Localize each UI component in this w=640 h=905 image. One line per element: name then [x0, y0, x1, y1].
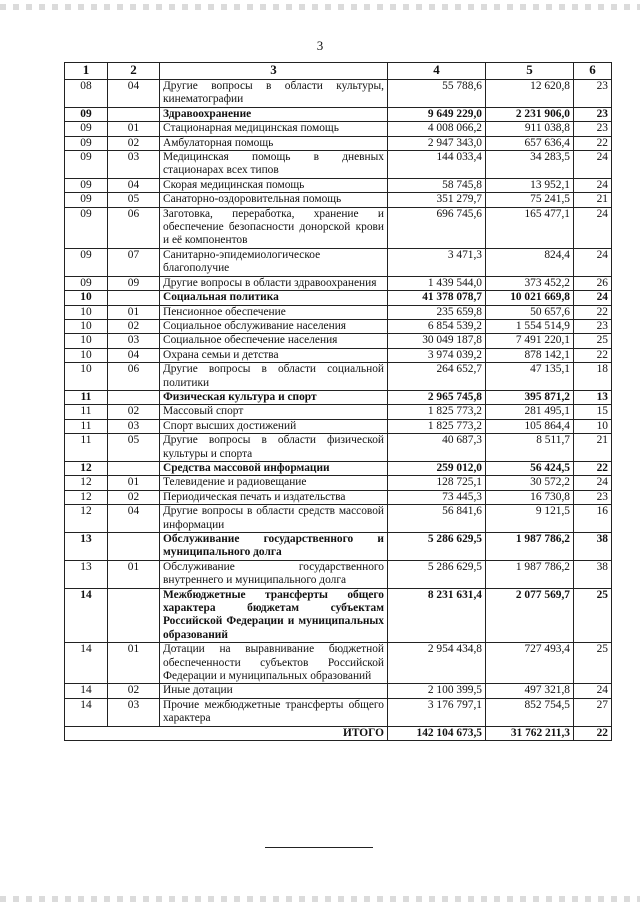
execution-percent: 26 [574, 276, 612, 290]
subsection-code: 04 [108, 80, 160, 108]
total-label: ИТОГО [65, 726, 388, 740]
subsection-code [108, 107, 160, 121]
executed-amount: 13 952,1 [486, 178, 574, 192]
subsection-code [108, 390, 160, 404]
subsection-code: 01 [108, 122, 160, 136]
approved-amount: 3 471,3 [388, 248, 486, 276]
page-number: 3 [316, 38, 324, 53]
item-name: Амбулаторная помощь [160, 136, 388, 150]
section-code: 12 [65, 476, 108, 490]
table-row [65, 151, 612, 179]
execution-percent: 24 [574, 248, 612, 276]
section-code: 12 [65, 505, 108, 533]
table-row [65, 136, 612, 150]
section-code: 12 [65, 490, 108, 504]
section-code: 09 [65, 122, 108, 136]
item-name: Обслуживание государственного внутреннего и муниципального долга [160, 560, 388, 588]
approved-amount: 351 279,7 [388, 193, 486, 207]
executed-amount: 878 142,1 [486, 348, 574, 362]
column-header: 5 [486, 63, 574, 80]
executed-amount: 34 283,5 [486, 151, 574, 179]
section-code: 14 [65, 698, 108, 726]
item-name: Телевидение и радиовещание [160, 476, 388, 490]
subsection-code: 02 [108, 490, 160, 504]
item-name: Другие вопросы в области здравоохранения [160, 276, 388, 290]
approved-amount: 259 012,0 [388, 461, 486, 475]
section-code: 13 [65, 533, 108, 561]
approved-amount: 235 659,8 [388, 305, 486, 319]
table-row [65, 107, 612, 121]
table-row [65, 319, 612, 333]
item-name: Социальная политика [160, 291, 388, 305]
execution-percent: 13 [574, 390, 612, 404]
table-row [65, 334, 612, 348]
item-name: Социальное обслуживание населения [160, 319, 388, 333]
execution-percent: 22 [574, 461, 612, 475]
total-row [65, 726, 612, 740]
execution-percent: 25 [574, 334, 612, 348]
subsection-code: 02 [108, 136, 160, 150]
executed-amount: 7 491 220,1 [486, 334, 574, 348]
table-row [65, 533, 612, 561]
executed-amount: 2 077 569,7 [486, 588, 574, 643]
column-header: 2 [108, 63, 160, 80]
subsection-code: 06 [108, 207, 160, 248]
approved-amount: 2 100 399,5 [388, 684, 486, 698]
table-row [65, 291, 612, 305]
table-row [65, 684, 612, 698]
item-name: Медицинская помощь в дневных стационарах всех типов [160, 151, 388, 179]
table-row [65, 363, 612, 391]
subsection-code: 03 [108, 419, 160, 433]
item-name: Дотации на выравнивание бюджетной обеспеченности субъектов Российской Федерации и муниципальных образований [160, 643, 388, 684]
executed-amount: 657 636,4 [486, 136, 574, 150]
executed-amount: 12 620,8 [486, 80, 574, 108]
approved-amount: 5 286 629,5 [388, 533, 486, 561]
table-row [65, 248, 612, 276]
approved-amount: 1 439 544,0 [388, 276, 486, 290]
table-row [65, 560, 612, 588]
execution-percent: 23 [574, 107, 612, 121]
execution-percent: 23 [574, 80, 612, 108]
executed-amount: 47 135,1 [486, 363, 574, 391]
approved-amount: 8 231 631,4 [388, 588, 486, 643]
item-name: Обслуживание государственного и муниципального долга [160, 533, 388, 561]
execution-percent: 22 [574, 136, 612, 150]
table-row [65, 405, 612, 419]
execution-percent: 10 [574, 419, 612, 433]
subsection-code: 05 [108, 193, 160, 207]
section-code: 10 [65, 348, 108, 362]
executed-amount: 281 495,1 [486, 405, 574, 419]
subsection-code: 03 [108, 698, 160, 726]
subsection-code: 01 [108, 476, 160, 490]
approved-amount: 1 825 773,2 [388, 405, 486, 419]
executed-amount: 1 987 786,2 [486, 560, 574, 588]
executed-amount: 852 754,5 [486, 698, 574, 726]
item-name: Массовый спорт [160, 405, 388, 419]
column-header: 3 [160, 63, 388, 80]
item-name: Социальное обеспечение населения [160, 334, 388, 348]
section-code: 11 [65, 434, 108, 462]
section-code: 10 [65, 334, 108, 348]
column-header: 4 [388, 63, 486, 80]
table-row [65, 505, 612, 533]
table-row [65, 490, 612, 504]
table-row [65, 643, 612, 684]
executed-amount: 1 554 514,9 [486, 319, 574, 333]
approved-amount: 9 649 229,0 [388, 107, 486, 121]
executed-amount: 373 452,2 [486, 276, 574, 290]
table-header-row [65, 63, 612, 80]
table-row [65, 461, 612, 475]
subsection-code: 02 [108, 684, 160, 698]
approved-amount: 128 725,1 [388, 476, 486, 490]
bottom-divider [265, 847, 373, 848]
execution-percent: 18 [574, 363, 612, 391]
approved-amount: 2 965 745,8 [388, 390, 486, 404]
approved-amount: 264 652,7 [388, 363, 486, 391]
approved-amount: 55 788,6 [388, 80, 486, 108]
subsection-code: 02 [108, 319, 160, 333]
executed-amount: 395 871,2 [486, 390, 574, 404]
item-name: Заготовка, переработка, хранение и обеспечение безопасности донорской крови и её компонентов [160, 207, 388, 248]
approved-amount: 2 947 343,0 [388, 136, 486, 150]
subsection-code: 03 [108, 334, 160, 348]
executed-amount: 1 987 786,2 [486, 533, 574, 561]
subsection-code: 02 [108, 405, 160, 419]
scan-edge-top [0, 4, 640, 10]
section-code: 09 [65, 178, 108, 192]
execution-percent: 23 [574, 490, 612, 504]
table-row [65, 698, 612, 726]
item-name: Скорая медицинская помощь [160, 178, 388, 192]
approved-amount: 58 745,8 [388, 178, 486, 192]
section-code: 09 [65, 107, 108, 121]
execution-percent: 23 [574, 122, 612, 136]
item-name: Физическая культура и спорт [160, 390, 388, 404]
table-row [65, 476, 612, 490]
table-body [65, 80, 612, 727]
table-row [65, 419, 612, 433]
section-code: 10 [65, 291, 108, 305]
subsection-code [108, 291, 160, 305]
item-name: Пенсионное обеспечение [160, 305, 388, 319]
executed-amount: 10 021 669,8 [486, 291, 574, 305]
execution-percent: 38 [574, 560, 612, 588]
item-name: Охрана семьи и детства [160, 348, 388, 362]
table-row [65, 305, 612, 319]
table-row [65, 193, 612, 207]
table-row [65, 207, 612, 248]
approved-amount: 56 841,6 [388, 505, 486, 533]
section-code: 09 [65, 207, 108, 248]
total-approved: 142 104 673,5 [388, 726, 486, 740]
section-code: 11 [65, 390, 108, 404]
subsection-code: 04 [108, 348, 160, 362]
item-name: Иные дотации [160, 684, 388, 698]
executed-amount: 8 511,7 [486, 434, 574, 462]
approved-amount: 3 974 039,2 [388, 348, 486, 362]
item-name: Стационарная медицинская помощь [160, 122, 388, 136]
approved-amount: 30 049 187,8 [388, 334, 486, 348]
section-code: 09 [65, 276, 108, 290]
section-code: 11 [65, 419, 108, 433]
section-code: 14 [65, 643, 108, 684]
item-name: Другие вопросы в области культуры, кинематографии [160, 80, 388, 108]
section-code: 14 [65, 684, 108, 698]
execution-percent: 23 [574, 319, 612, 333]
executed-amount: 497 321,8 [486, 684, 574, 698]
executed-amount: 30 572,2 [486, 476, 574, 490]
column-header: 6 [574, 63, 612, 80]
approved-amount: 6 854 539,2 [388, 319, 486, 333]
section-code: 09 [65, 193, 108, 207]
section-code: 09 [65, 151, 108, 179]
section-code: 09 [65, 136, 108, 150]
execution-percent: 25 [574, 643, 612, 684]
approved-amount: 41 378 078,7 [388, 291, 486, 305]
table-row [65, 434, 612, 462]
approved-amount: 3 176 797,1 [388, 698, 486, 726]
execution-percent: 22 [574, 348, 612, 362]
item-name: Межбюджетные трансферты общего характера бюджетам субъектам Российской Федерации и муниципальных образований [160, 588, 388, 643]
table-row [65, 390, 612, 404]
executed-amount: 911 038,8 [486, 122, 574, 136]
subsection-code: 01 [108, 560, 160, 588]
table-row [65, 348, 612, 362]
item-name: Прочие межбюджетные трансферты общего характера [160, 698, 388, 726]
item-name: Другие вопросы в области социальной политики [160, 363, 388, 391]
item-name: Средства массовой информации [160, 461, 388, 475]
execution-percent: 27 [574, 698, 612, 726]
table-row [65, 178, 612, 192]
subsection-code: 04 [108, 178, 160, 192]
section-code: 10 [65, 363, 108, 391]
approved-amount: 1 825 773,2 [388, 419, 486, 433]
subsection-code: 09 [108, 276, 160, 290]
execution-percent: 24 [574, 291, 612, 305]
subsection-code [108, 588, 160, 643]
budget-table [64, 62, 612, 741]
executed-amount: 75 241,5 [486, 193, 574, 207]
section-code: 10 [65, 319, 108, 333]
subsection-code [108, 533, 160, 561]
execution-percent: 21 [574, 193, 612, 207]
executed-amount: 16 730,8 [486, 490, 574, 504]
subsection-code: 05 [108, 434, 160, 462]
approved-amount: 5 286 629,5 [388, 560, 486, 588]
execution-percent: 22 [574, 305, 612, 319]
subsection-code [108, 461, 160, 475]
item-name: Здравоохранение [160, 107, 388, 121]
approved-amount: 696 745,6 [388, 207, 486, 248]
executed-amount: 50 657,6 [486, 305, 574, 319]
executed-amount: 9 121,5 [486, 505, 574, 533]
table-row [65, 588, 612, 643]
approved-amount: 144 033,4 [388, 151, 486, 179]
subsection-code: 04 [108, 505, 160, 533]
execution-percent: 24 [574, 476, 612, 490]
item-name: Другие вопросы в области средств массовой информации [160, 505, 388, 533]
execution-percent: 24 [574, 684, 612, 698]
executed-amount: 2 231 906,0 [486, 107, 574, 121]
table-row [65, 80, 612, 108]
item-name: Спорт высших достижений [160, 419, 388, 433]
item-name: Периодическая печать и издательства [160, 490, 388, 504]
section-code: 12 [65, 461, 108, 475]
section-code: 14 [65, 588, 108, 643]
table-row [65, 276, 612, 290]
execution-percent: 24 [574, 151, 612, 179]
table-row [65, 122, 612, 136]
execution-percent: 25 [574, 588, 612, 643]
section-code: 09 [65, 248, 108, 276]
subsection-code: 06 [108, 363, 160, 391]
section-code: 13 [65, 560, 108, 588]
execution-percent: 15 [574, 405, 612, 419]
execution-percent: 24 [574, 178, 612, 192]
executed-amount: 56 424,5 [486, 461, 574, 475]
executed-amount: 824,4 [486, 248, 574, 276]
scan-edge-bottom [0, 896, 640, 902]
column-header: 1 [65, 63, 108, 80]
executed-amount: 727 493,4 [486, 643, 574, 684]
total-executed: 31 762 211,3 [486, 726, 574, 740]
subsection-code: 03 [108, 151, 160, 179]
executed-amount: 105 864,4 [486, 419, 574, 433]
approved-amount: 4 008 066,2 [388, 122, 486, 136]
approved-amount: 2 954 434,8 [388, 643, 486, 684]
execution-percent: 24 [574, 207, 612, 248]
execution-percent: 38 [574, 533, 612, 561]
section-code: 08 [65, 80, 108, 108]
subsection-code: 01 [108, 305, 160, 319]
item-name: Санаторно-оздоровительная помощь [160, 193, 388, 207]
execution-percent: 21 [574, 434, 612, 462]
subsection-code: 07 [108, 248, 160, 276]
executed-amount: 165 477,1 [486, 207, 574, 248]
item-name: Другие вопросы в области физической культуры и спорта [160, 434, 388, 462]
execution-percent: 16 [574, 505, 612, 533]
approved-amount: 73 445,3 [388, 490, 486, 504]
subsection-code: 01 [108, 643, 160, 684]
approved-amount: 40 687,3 [388, 434, 486, 462]
section-code: 11 [65, 405, 108, 419]
total-percent: 22 [574, 726, 612, 740]
item-name: Санитарно-эпидемиологическое благополучие [160, 248, 388, 276]
section-code: 10 [65, 305, 108, 319]
